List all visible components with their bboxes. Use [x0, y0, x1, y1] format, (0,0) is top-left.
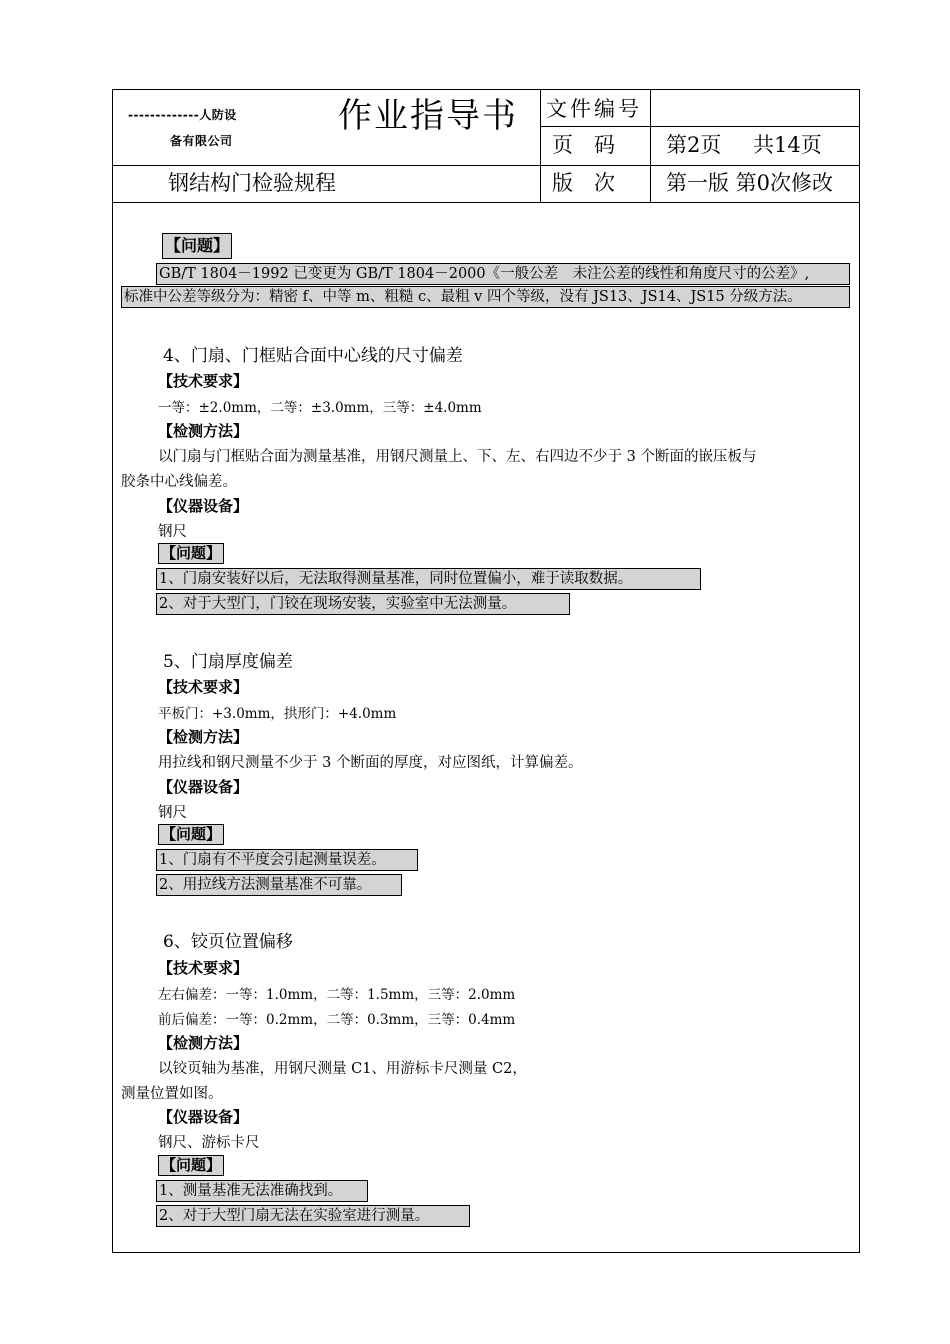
version-value: 第一版 第0次修改: [666, 171, 834, 195]
equipment-text: 钢尺、游标卡尺: [158, 1135, 260, 1151]
page-total: 共14页: [753, 133, 822, 157]
procedure-name: 钢结构门检验规程: [168, 171, 336, 195]
file-number-label: 文件编号: [546, 97, 642, 121]
issue-item: 2、对于大型门，门铰在现场安装，实验室中无法测量。: [156, 593, 570, 615]
equipment-tag: 【仪器设备】: [158, 497, 249, 515]
test-method-text: 胶条中心线偏差。: [121, 474, 237, 490]
issue-tag: 【问题】: [158, 543, 224, 564]
section-title: 4、门扇、门框贴合面中心线的尺寸偏差: [163, 346, 463, 366]
equipment-tag: 【仪器设备】: [158, 778, 249, 796]
company-name-line2: 备有限公司: [170, 134, 233, 148]
equipment-tag: 【仪器设备】: [158, 1108, 249, 1126]
issue-item: 1、门扇安装好以后，无法取得测量基准，同时位置偏小，难于读取数据。: [156, 568, 701, 590]
issue-tag: 【问题】: [162, 233, 232, 259]
issue-item: 1、测量基准无法准确找到。: [156, 1180, 368, 1202]
header-divider: [112, 165, 860, 166]
section-title: 6、铰页位置偏移: [163, 932, 293, 952]
header-row-divider: [540, 126, 860, 127]
test-method-text: 测量位置如图。: [121, 1086, 223, 1102]
tech-requirement-tag: 【技术要求】: [158, 678, 249, 696]
test-method-tag: 【检测方法】: [158, 728, 249, 746]
equipment-text: 钢尺: [158, 805, 187, 821]
issue-tag: 【问题】: [158, 824, 224, 845]
issue-tag: 【问题】: [158, 1155, 224, 1176]
tech-requirement-text: 前后偏差：一等：0.2mm，二等：0.3mm，三等：0.4mm: [158, 1012, 516, 1028]
header-col-divider-1: [540, 89, 541, 202]
tech-requirement-text: 平板门：+3.0mm，拱形门：+4.0mm: [158, 706, 397, 722]
test-method-text: 以门扇与门框贴合面为测量基准，用钢尺测量上、下、左、右四边不少于 3 个断面的嵌压板与: [158, 449, 757, 465]
test-method-tag: 【检测方法】: [158, 422, 249, 440]
page-label: 页 码: [552, 133, 615, 157]
page-number: 第2页: [666, 133, 722, 157]
issue-item: 1、门扇有不平度会引起测量误差。: [156, 849, 418, 871]
issue-item: 2、对于大型门扇无法在实验室进行测量。: [156, 1205, 470, 1227]
equipment-text: 钢尺: [158, 524, 187, 540]
document-title: 作业指导书: [338, 96, 518, 136]
tech-requirement-text: 一等：±2.0mm，二等：±3.0mm，三等：±4.0mm: [158, 400, 482, 416]
tech-requirement-tag: 【技术要求】: [158, 372, 249, 390]
test-method-tag: 【检测方法】: [158, 1034, 249, 1052]
test-method-text: 用拉线和钢尺测量不少于 3 个断面的厚度，对应图纸，计算偏差。: [158, 755, 583, 771]
header-bottom-border: [112, 202, 860, 203]
issue-text-line: GB/T 1804－1992 已变更为 GB/T 1804－2000《一般公差 未注公差的线性和角度尺寸的公差》,: [156, 263, 850, 285]
test-method-text: 以铰页轴为基准，用钢尺测量 C1、用游标卡尺测量 C2，: [158, 1061, 527, 1077]
version-label: 版 次: [552, 171, 615, 195]
issue-text-line: 标准中公差等级分为：精密 f、中等 m、粗糙 c、最粗 v 四个等级，没有 JS13、JS14、JS15 分级方法。: [121, 286, 850, 308]
tech-requirement-tag: 【技术要求】: [158, 959, 249, 977]
company-name-line1: -------------人防设: [128, 108, 237, 122]
tech-requirement-text: 左右偏差：一等：1.0mm，二等：1.5mm，三等：2.0mm: [158, 987, 516, 1003]
header-col-divider-2: [650, 89, 651, 202]
section-title: 5、门扇厚度偏差: [163, 652, 293, 672]
issue-item: 2、用拉线方法测量基准不可靠。: [156, 874, 402, 896]
